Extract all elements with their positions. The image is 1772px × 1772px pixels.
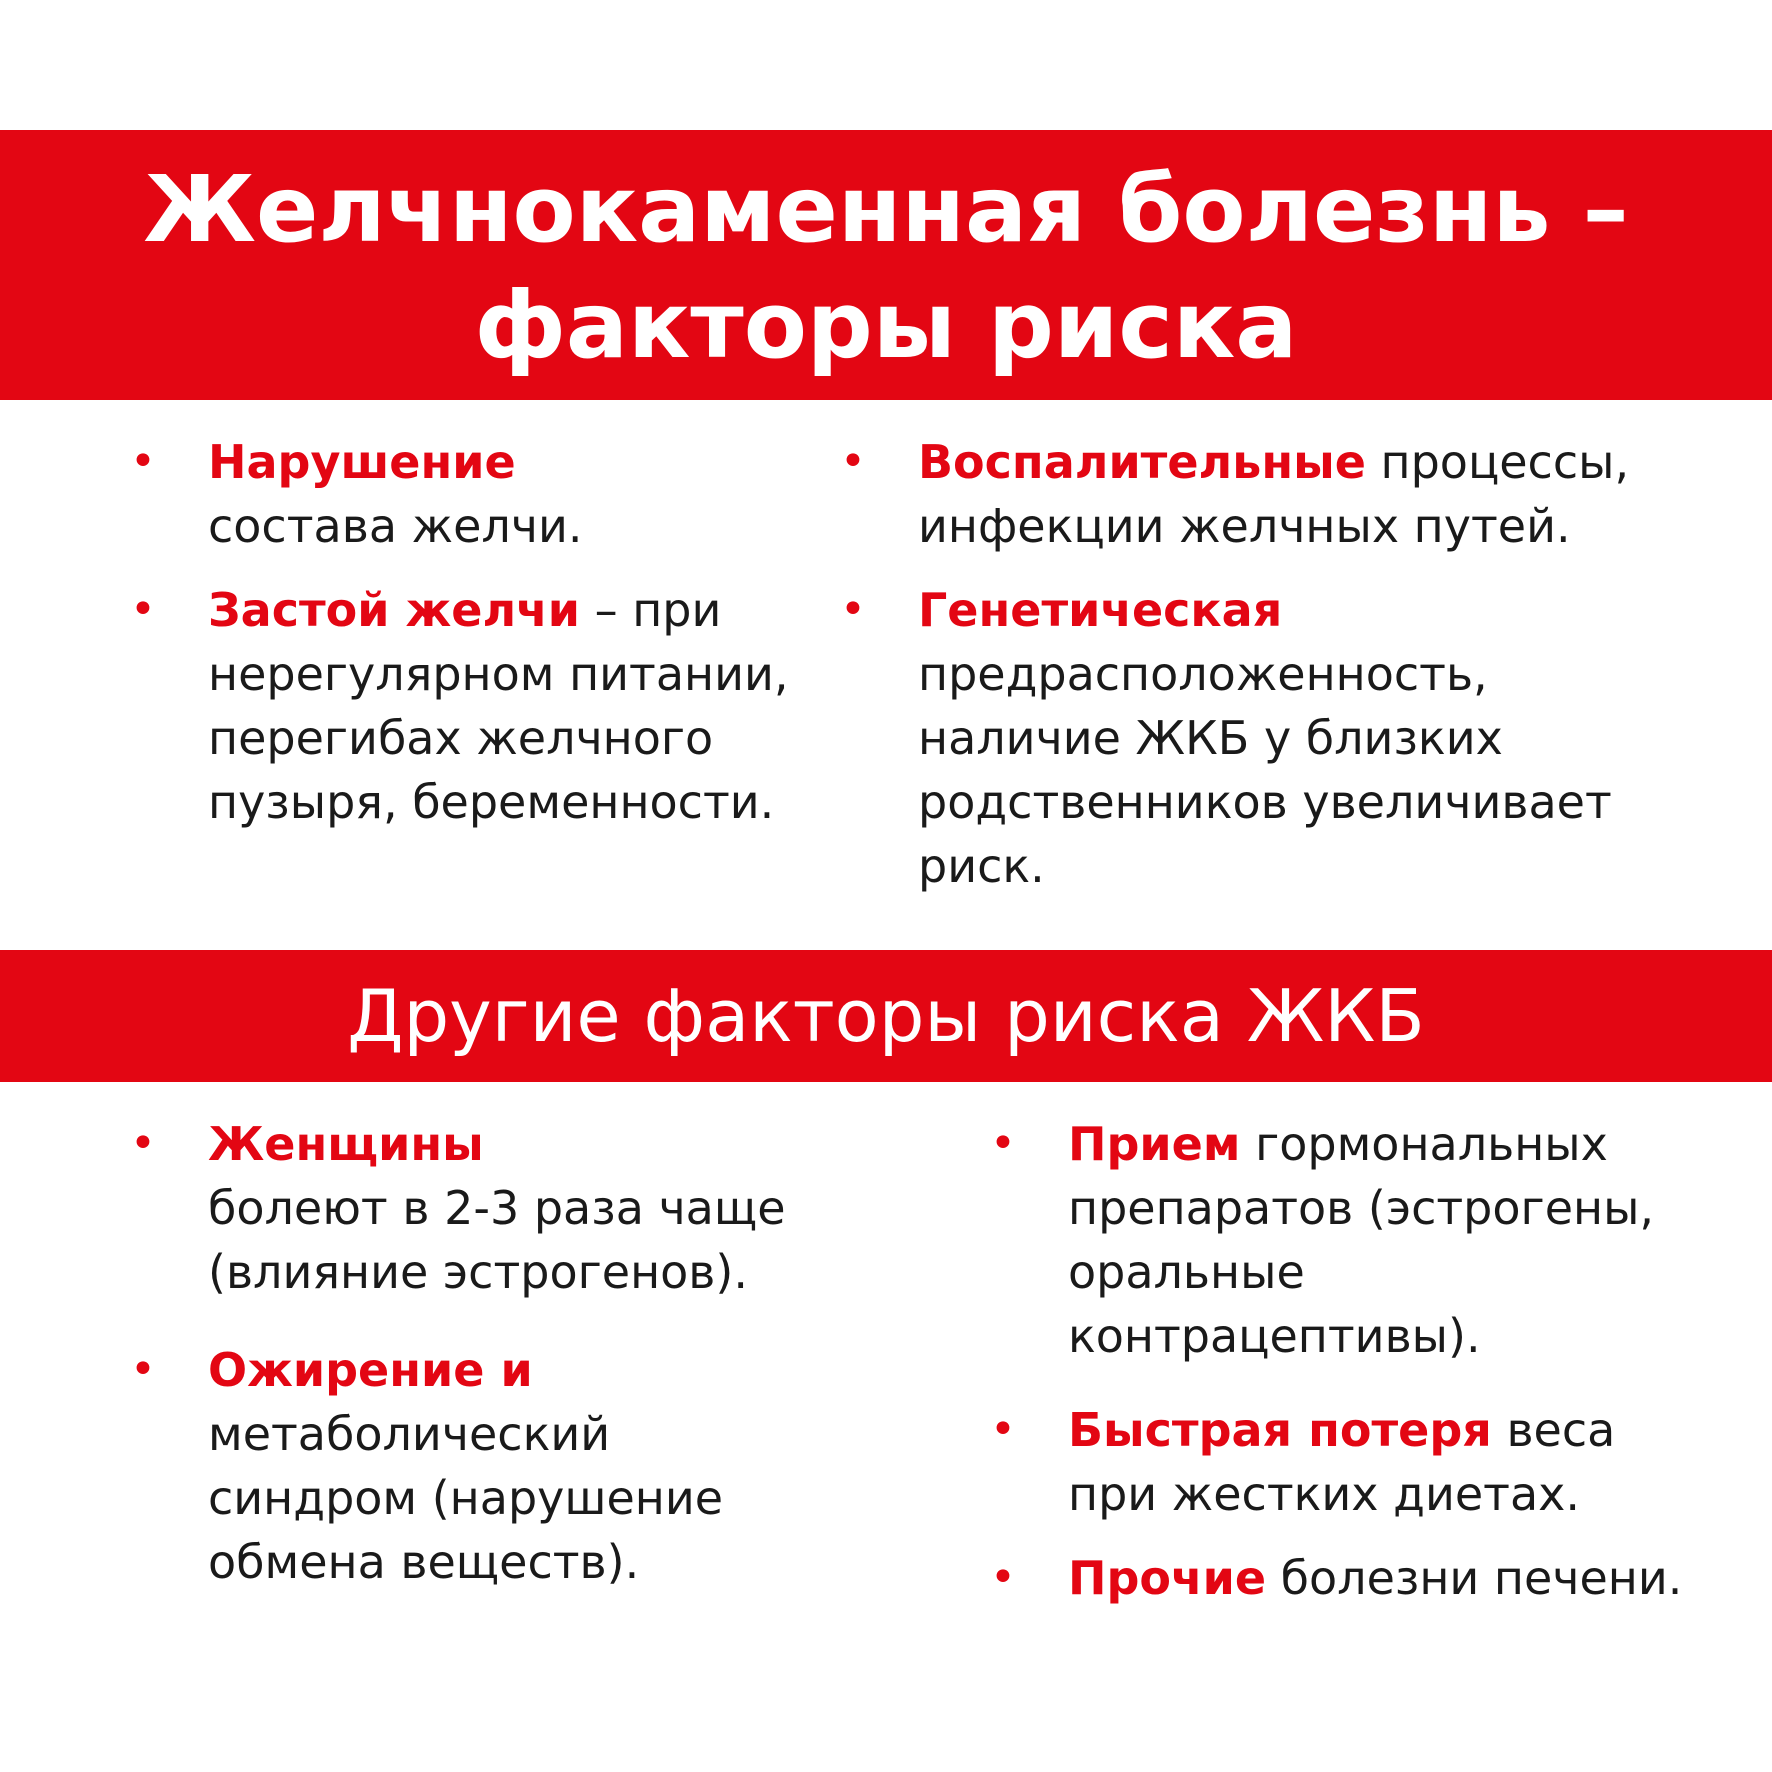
section-banner <box>0 950 1772 1082</box>
risk-factors-list-top-left <box>130 430 790 834</box>
list-item <box>130 430 790 558</box>
item-text: – при нерегулярном питании, перегибах желчного пузыря, беременности. <box>208 583 789 829</box>
item-highlight: Быстрая потеря <box>1068 1403 1492 1457</box>
item-highlight: Генетическая <box>918 583 1283 637</box>
risk-factors-list-bottom-left <box>130 1112 830 1594</box>
bullet-icon: • <box>130 584 156 635</box>
list-item <box>130 1338 830 1594</box>
bullet-icon: • <box>130 436 156 487</box>
item-text: состава желчи. <box>208 499 583 553</box>
list-item <box>130 578 790 834</box>
item-text: болеют в 2-3 раза чаще (влияние эстрогенов). <box>208 1181 786 1299</box>
item-highlight: Женщины <box>208 1117 484 1171</box>
risk-factors-list-bottom-right <box>990 1112 1710 1610</box>
item-text: гормональных препаратов (эстрогены, оральные контрацептивы). <box>1068 1117 1655 1363</box>
bullet-icon: • <box>990 1552 1016 1603</box>
bullet-icon: • <box>840 436 866 487</box>
header-banner <box>0 130 1772 400</box>
bullet-icon: • <box>840 584 866 635</box>
list-item <box>130 1112 830 1304</box>
list-item <box>840 578 1700 898</box>
item-highlight: Прочие <box>1068 1551 1267 1605</box>
list-item <box>990 1398 1710 1526</box>
item-text: веса при жестких диетах. <box>1068 1403 1616 1521</box>
section-title: Другие факторы риска ЖКБ <box>347 974 1425 1058</box>
item-highlight: Нарушение <box>208 435 516 489</box>
bullet-icon: • <box>130 1118 156 1169</box>
item-highlight: Воспалительные <box>918 435 1366 489</box>
item-highlight: Прием <box>1068 1117 1241 1171</box>
bullet-icon: • <box>990 1404 1016 1455</box>
item-text: процессы, инфекции желчных путей. <box>918 435 1630 553</box>
item-highlight: Ожирение и <box>208 1343 533 1397</box>
bullet-icon: • <box>990 1118 1016 1169</box>
item-text: предрасположенность, наличие ЖКБ у близких родственников увеличивает риск. <box>918 647 1612 893</box>
page-title-line-2: факторы риска <box>474 272 1298 379</box>
bullet-icon: • <box>130 1344 156 1395</box>
page-title-line-1: Желчнокаменная болезнь – <box>143 156 1629 263</box>
list-item <box>840 430 1700 558</box>
list-item <box>990 1112 1710 1368</box>
item-text: метаболический синдром (нарушение обмена веществ). <box>208 1407 724 1589</box>
list-item <box>990 1546 1710 1610</box>
risk-factors-list-top-right <box>840 430 1700 898</box>
item-text: болезни печени. <box>1266 1551 1683 1605</box>
item-highlight: Застой желчи <box>208 583 580 637</box>
